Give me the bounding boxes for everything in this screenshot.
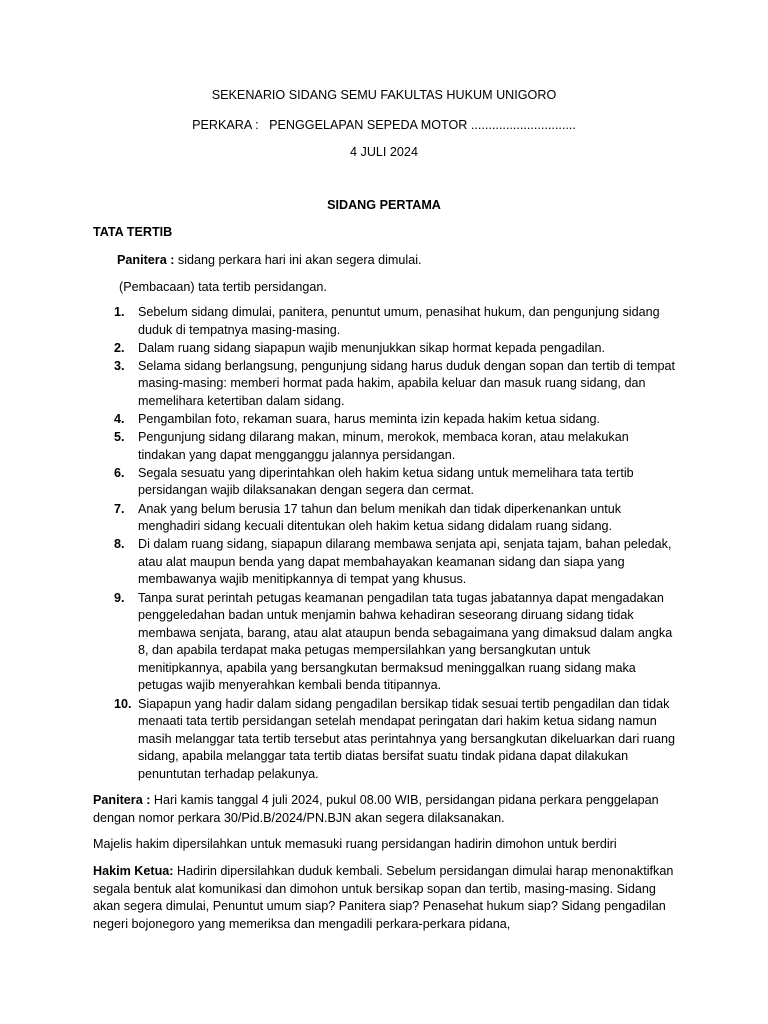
announcement-text: Hari kamis tanggal 4 juli 2024, pukul 08.00 WIB, persidangan pidana perkara penggelapan dengan nomor perkara 30/Pid.B/2024/PN.BJN akan segera dilaksanakan. [93,793,659,825]
reading-line: (Pembacaan) tata tertib persidangan. [119,280,327,294]
rule-item [114,590,678,696]
rule-item [114,340,678,358]
rule-text: Di dalam ruang sidang, siapapun dilarang membawa senjata api, senjata tajam, bahan peledak, atau alat maupun benda yang dapat membahayakan keamanan sidang dan siapa yang membawanya wajib menitipkannya di tempat yang khusus. [138,537,672,587]
speaker-panitera: Panitera : [117,253,175,267]
speaker-hakim-ketua: Hakim Ketua: [93,864,174,878]
case-line [0,117,768,135]
opening-text: sidang perkara hari ini akan segera dimulai. [174,253,422,267]
case-value: PENGGELAPAN SEPEDA MOTOR .............................. [269,118,576,132]
rule-number: 3. [114,358,125,373]
rule-number: 2. [114,340,125,355]
rule-number: 8. [114,537,125,552]
hakim-ketua-paragraph [93,863,683,933]
rule-item [114,411,678,429]
rule-text: Pengambilan foto, rekaman suara, harus meminta izin kepada hakim ketua sidang. [138,412,601,427]
case-label: PERKARA : [192,118,259,132]
rule-text: Tanpa surat perintah petugas keamanan pengadilan tata tugas jabatannya dapat mengadakan penggeledahan badan untuk menjamin bahwa kehadiran seseorang diruang sidang tidak membawa senjata, barang, atau alat ataupun benda sebagaimana yang dimaksud dalam angka 8, dan apabila terdapat maka petugas mempersilahkan yang bersangkutan untuk menitipkannya, apabila yang bersangkutan bermaksud meninggalkan ruang sidang maka petugas wajib menyerahkan kembali benda titipannya. [138,590,673,693]
rule-item [114,429,678,464]
rule-number: 10. [114,696,132,711]
rule-number: 7. [114,501,125,516]
subsection-title: TATA TERTIB [93,225,173,239]
panitera-announcement [93,792,683,827]
document-title: SEKENARIO SIDANG SEMU FAKULTAS HUKUM UNIGORO [211,88,557,102]
rule-number: 1. [114,305,125,319]
rule-item [114,536,678,589]
rule-number: 6. [114,465,125,480]
section-title: SIDANG PERTAMA [327,198,441,212]
rule-item [114,501,678,536]
rule-item [114,465,678,500]
rule-item [114,358,678,411]
rule-number: 4. [114,412,125,427]
rule-text: Selama sidang berlangsung, pengunjung sidang harus duduk dengan sopan dan tertib di tempat masing-masing: memberi hormat pada hakim, apabila keluar dan masuk ruang sidang, dan memelihara ketertiban dalam sidang. [138,358,676,408]
rule-number: 9. [114,590,125,605]
majelis-paragraph: Majelis hakim dipersilahkan untuk memasuki ruang persidangan hadirin dimohon untuk berdiri [93,837,617,851]
speaker-panitera: Panitera : [93,793,151,807]
rules-list [114,304,678,784]
rule-text: Pengunjung sidang dilarang makan, minum, merokok, membaca koran, atau melakukan tindakan yang dapat mengganggu jalannya persidangan. [138,430,629,462]
rule-text: Siapapun yang hadir dalam sidang pengadilan bersikap tidak sesuai tertib pengadilan dan tidak menaati tata tertib persidangan setelah mendapat peringatan dari hakim ketua sidang namun masih melanggar tata tertib tersebut atas perintahnya yang bersangkutan dikeluarkan dari ruang sidang, apabila melanggar tata tertib diatas bersifat suatu tindak pidana dapat dilakukan penuntutan terhadap pelakunya. [138,696,675,781]
rule-text: Dalam ruang sidang siapapun wajib menunjukkan sikap hormat kepada pengadilan. [138,340,605,355]
document-date: 4 JULI 2024 [350,145,418,159]
hakim-ketua-text: Hadirin dipersilahkan duduk kembali. Sebelum persidangan dimulai harap menonaktifkan segala bentuk alat komunikasi dan dimohon untuk bersikap sopan dan tertib, masing-masing. Sidang akan segera dimulai, Penuntut umum siap? Panitera siap? Penasehat hukum siap? Sidang pengadilan negeri bojonegoro yang memeriksa dan mengadili perkara-perkara pidana, [93,864,674,931]
rule-text: Sebelum sidang dimulai, panitera, penuntut umum, penasihat hukum, dan pengunjung sidang duduk di tempatnya masing-masing. [138,305,660,337]
rule-item [114,696,678,784]
rule-text: Segala sesuatu yang diperintahkan oleh hakim ketua sidang untuk memelihara tata tertib persidangan wajib dilaksanakan dengan segera dan cermat. [138,465,634,498]
rule-number: 5. [114,430,125,445]
opening-line [117,252,422,270]
rule-item [114,304,678,339]
rule-text: Anak yang belum berusia 17 tahun dan belum menikah dan tidak diperkenankan untuk menghadiri sidang kecuali ditentukan oleh hakim ketua sidang didalam ruang sidang. [138,501,622,534]
